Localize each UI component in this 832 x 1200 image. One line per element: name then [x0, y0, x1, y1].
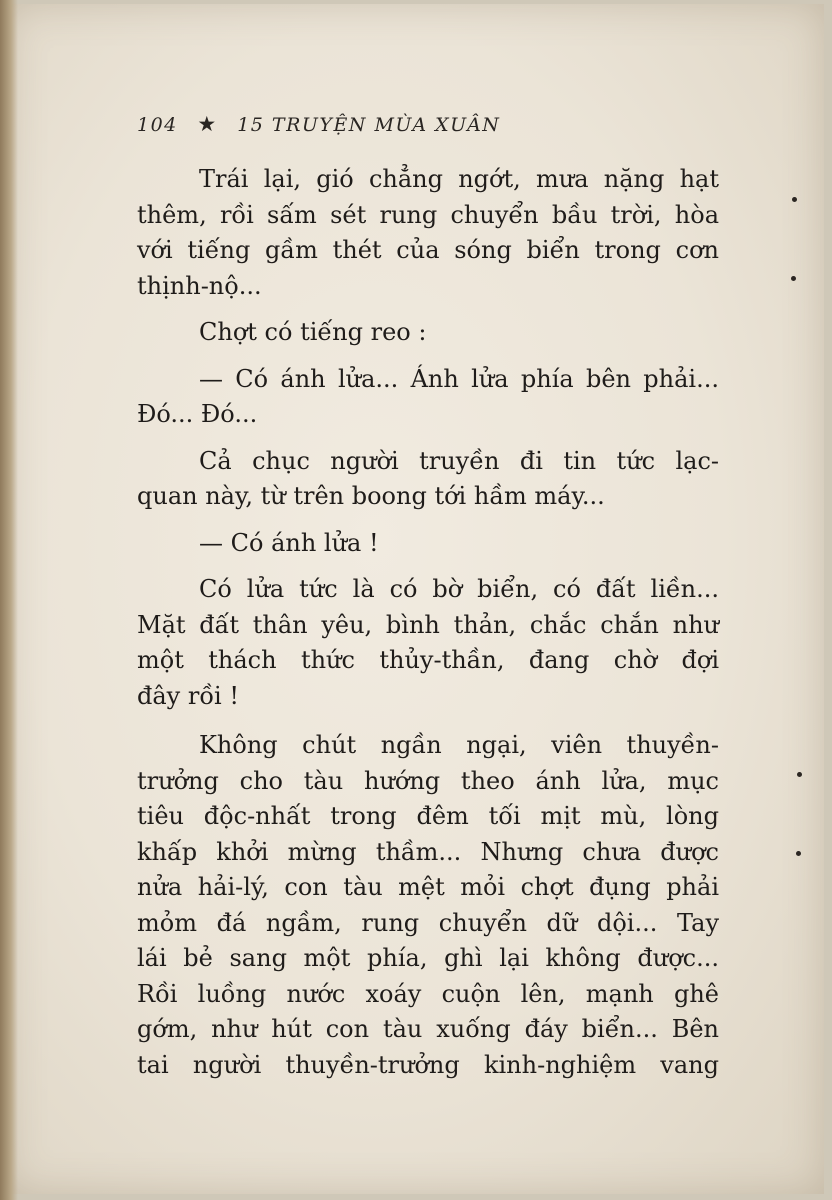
- text-line: Cả chục người truyền đi tin tức lạc-: [199, 446, 719, 475]
- text-line: Rồi luồng nước xoáy cuộn lên, mạnh ghê: [137, 979, 719, 1008]
- text-line: với tiếng gầm thét của sóng biển trong cơn: [137, 236, 719, 264]
- text-line: thịnh-nộ...: [137, 271, 262, 300]
- margin-speck: [796, 851, 801, 856]
- margin-speck: [792, 197, 797, 202]
- margin-speck: [791, 276, 796, 281]
- text-line: tiêu độc-nhất trong đêm tối mịt mù, lòng: [137, 802, 719, 830]
- text-line: Không chút ngần ngại, viên thuyền-: [199, 731, 719, 759]
- text-line: thêm, rồi sấm sét rung chuyển bầu trời, hòa: [137, 200, 719, 229]
- margin-speck: [797, 772, 802, 777]
- text-line: lái bẻ sang một phía, ghì lại không được...: [137, 944, 719, 972]
- text-line: quan này, từ trên boong tới hầm máy...: [137, 482, 605, 510]
- running-header: [137, 112, 512, 136]
- text-line: tai người thuyền-trưởng kinh-nghiệm vang: [137, 1050, 719, 1079]
- text-line: một thách thức thủy-thần, đang chờ đợi: [137, 646, 719, 674]
- text-line: Trái lại, gió chẳng ngớt, mưa nặng hạt: [199, 165, 719, 193]
- text-line: mỏm đá ngầm, rung chuyển dữ dội... Tay: [137, 908, 719, 937]
- text-line: Mặt đất thân yêu, bình thản, chắc chắn như: [137, 610, 719, 639]
- text-line: gớm, như hút con tàu xuống đáy biển... Bên: [137, 1015, 719, 1043]
- page-edge: [0, 0, 18, 1200]
- body-text: [137, 162, 719, 1083]
- text-line: đây rồi !: [137, 681, 239, 710]
- text-line: khấp khởi mừng thầm... Nhưng chưa được: [137, 837, 719, 866]
- book-title: 15 TRUYỆN MÙA XUÂN: [237, 114, 501, 136]
- text-line: Có lửa tức là có bờ biển, có đất liền...: [199, 575, 719, 603]
- text-line: — Có ánh lửa !: [199, 528, 379, 557]
- text-line: — Có ánh lửa... Ánh lửa phía bên phải...: [199, 364, 719, 393]
- page-number: 104: [137, 114, 178, 136]
- text-line: Đó... Đó...: [137, 400, 258, 428]
- star-icon: ★: [197, 112, 218, 136]
- text-line: nửa hải-lý, con tàu mệt mỏi chợt đụng phải: [137, 873, 719, 901]
- text-line: Chợt có tiếng reo :: [199, 318, 427, 346]
- text-line: trưởng cho tàu hướng theo ánh lửa, mục: [137, 766, 719, 795]
